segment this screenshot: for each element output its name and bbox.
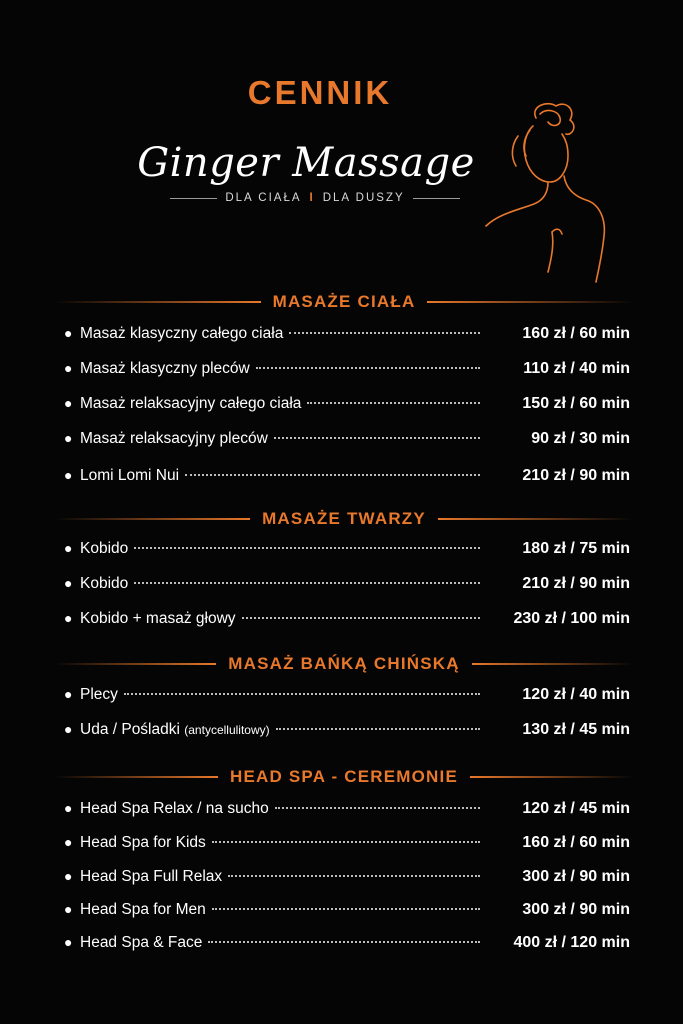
price-list-item xyxy=(64,934,630,958)
service-label: Kobido xyxy=(80,540,129,557)
service-price: 90 zł / 30 min xyxy=(531,430,630,447)
service-name xyxy=(80,721,270,739)
service-label: Kobido + masaż głowy xyxy=(80,610,236,627)
dotted-leader xyxy=(276,728,480,730)
service-name xyxy=(80,610,236,628)
price-list-item xyxy=(64,540,630,564)
bullet-dot-icon: ● xyxy=(64,395,73,411)
service-price: 120 zł / 40 min xyxy=(522,686,630,703)
section-header xyxy=(55,290,633,314)
bullet-dot-icon: ● xyxy=(64,721,73,737)
section-divider-left xyxy=(55,776,218,778)
section-title: HEAD SPA - CEREMONIE xyxy=(229,767,459,786)
service-label: Head Spa & Face xyxy=(80,934,203,951)
service-price: 160 zł / 60 min xyxy=(522,834,630,851)
price-list-item xyxy=(64,360,630,384)
service-name xyxy=(80,934,202,952)
price-list-item xyxy=(64,430,630,454)
service-price: 300 zł / 90 min xyxy=(522,868,630,885)
dotted-leader xyxy=(242,617,480,619)
dotted-leader xyxy=(307,402,480,404)
service-label: Head Spa for Men xyxy=(80,901,206,918)
tagline-separator: I xyxy=(309,192,315,204)
bullet-dot-icon: ● xyxy=(64,575,73,591)
tagline-left: DLA CIAŁA xyxy=(225,192,302,204)
service-note: (antycellulitowy) xyxy=(184,723,270,737)
section-divider-right xyxy=(470,776,633,778)
price-list-item xyxy=(64,467,630,491)
dotted-leader xyxy=(289,332,480,334)
dotted-leader xyxy=(124,693,480,695)
dotted-leader xyxy=(134,582,480,584)
service-label: Masaż relaksacyjny pleców xyxy=(80,430,268,447)
price-list-item xyxy=(64,721,630,745)
tagline-line-left xyxy=(170,198,217,199)
service-price: 180 zł / 75 min xyxy=(522,540,630,557)
service-label: Head Spa for Kids xyxy=(80,834,206,851)
bullet-dot-icon: ● xyxy=(64,325,73,341)
price-list-item xyxy=(64,610,630,634)
service-price: 160 zł / 60 min xyxy=(522,325,630,342)
service-name xyxy=(80,430,268,448)
dotted-leader xyxy=(256,367,480,369)
service-price: 230 zł / 100 min xyxy=(513,610,630,627)
service-price: 300 zł / 90 min xyxy=(522,901,630,918)
service-price: 400 zł / 120 min xyxy=(513,934,630,951)
section-header xyxy=(55,765,633,789)
service-label: Masaż relaksacyjny całego ciała xyxy=(80,395,302,412)
tagline-right: DLA DUSZY xyxy=(322,192,405,204)
service-name xyxy=(80,395,301,413)
price-list-item xyxy=(64,901,630,925)
section-divider-right xyxy=(472,663,633,665)
tagline xyxy=(170,192,460,204)
service-label: Plecy xyxy=(80,686,118,703)
tagline-line-right xyxy=(413,198,460,199)
dotted-leader xyxy=(185,474,480,476)
service-price: 150 zł / 60 min xyxy=(522,395,630,412)
price-list-item xyxy=(64,800,630,824)
bullet-dot-icon: ● xyxy=(64,834,73,850)
section-title: MASAŻE TWARZY xyxy=(262,509,426,528)
service-name xyxy=(80,325,283,343)
bullet-dot-icon: ● xyxy=(64,800,73,816)
bullet-dot-icon: ● xyxy=(64,610,73,626)
service-label: Kobido xyxy=(80,575,129,592)
price-list-item xyxy=(64,325,630,349)
service-label: Head Spa Full Relax xyxy=(80,868,223,885)
service-label: Lomi Lomi Nui xyxy=(80,467,180,484)
bullet-dot-icon: ● xyxy=(64,934,73,950)
service-price: 130 zł / 45 min xyxy=(522,721,630,738)
service-price: 210 zł / 90 min xyxy=(522,575,630,592)
service-name xyxy=(80,834,206,852)
service-name xyxy=(80,868,222,886)
page-title: CENNIK xyxy=(247,74,393,111)
bullet-dot-icon: ● xyxy=(64,868,73,884)
section-header xyxy=(55,652,633,676)
bullet-dot-icon: ● xyxy=(64,467,73,483)
section-divider-right xyxy=(438,518,633,520)
service-name xyxy=(80,467,179,485)
service-price: 210 zł / 90 min xyxy=(522,467,630,484)
section-header xyxy=(55,507,633,531)
section-title: MASAŻE CIAŁA xyxy=(272,292,416,311)
bullet-dot-icon: ● xyxy=(64,686,73,702)
bullet-dot-icon: ● xyxy=(64,901,73,917)
service-name xyxy=(80,686,118,704)
dotted-leader xyxy=(208,941,480,943)
service-price: 120 zł / 45 min xyxy=(522,800,630,817)
service-label: Masaż klasyczny pleców xyxy=(80,360,250,377)
section-divider-left xyxy=(55,301,261,303)
price-list-item xyxy=(64,395,630,419)
service-label: Head Spa Relax / na sucho xyxy=(80,800,269,817)
price-list-item xyxy=(64,686,630,710)
section-divider-left xyxy=(55,663,216,665)
service-price: 110 zł / 40 min xyxy=(523,360,630,377)
price-list-item xyxy=(64,868,630,892)
price-list-item xyxy=(64,575,630,599)
service-label: Masaż klasyczny całego ciała xyxy=(80,325,284,342)
bullet-dot-icon: ● xyxy=(64,360,73,376)
service-name xyxy=(80,360,250,378)
service-name xyxy=(80,575,128,593)
service-name xyxy=(80,901,206,919)
service-name xyxy=(80,800,269,818)
service-label: Uda / Pośladki xyxy=(80,721,180,738)
section-title: MASAŻ BAŃKĄ CHIŃSKĄ xyxy=(228,654,460,673)
dotted-leader xyxy=(228,875,480,877)
dotted-leader xyxy=(212,841,480,843)
section-divider-right xyxy=(427,301,633,303)
bullet-dot-icon: ● xyxy=(64,430,73,446)
bullet-dot-icon: ● xyxy=(64,540,73,556)
dotted-leader xyxy=(274,437,480,439)
section-divider-left xyxy=(55,518,250,520)
brand-name: Ginger Massage xyxy=(137,140,475,186)
dotted-leader xyxy=(134,547,480,549)
service-name xyxy=(80,540,128,558)
dotted-leader xyxy=(212,908,480,910)
dotted-leader xyxy=(275,807,480,809)
price-list-item xyxy=(64,834,630,858)
woman-silhouette-line-art-icon xyxy=(478,96,618,286)
